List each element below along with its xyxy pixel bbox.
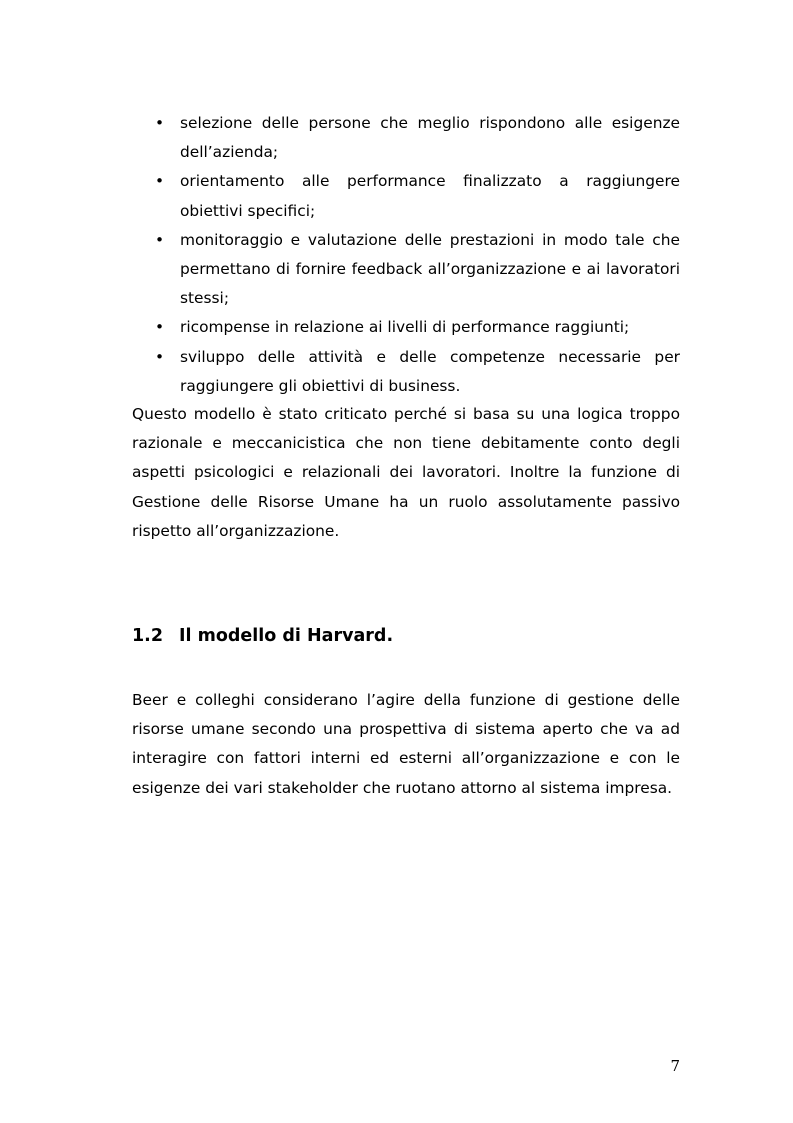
bullet-item-4	[155, 313, 680, 342]
bullet-text: monitoraggio e valutazione delle prestazioni in modo tale che permettano di fornire feedback all’organizzazione e ai lavoratori stessi;	[180, 230, 680, 308]
bullet-item-1	[155, 109, 680, 167]
page-number: 7	[670, 1057, 680, 1075]
bullet-text: selezione delle persone che meglio rispondono alle esigenze dell’azienda;	[180, 114, 680, 162]
bullet-text: sviluppo delle attività e delle competenze necessarie per raggiungere gli obiettivi di business.	[180, 347, 680, 395]
body-paragraph-harvard: Beer e colleghi considerano l’agire della funzione di gestione delle risorse umane secondo una prospettiva di sistema aperto che va ad interagire con fattori interni ed esterni all’organizzazione e con le esigenze dei vari stakeholder che ruotano attorno al sistema impresa.	[132, 691, 680, 797]
bullet-icon: •	[155, 114, 165, 132]
bullet-icon: •	[155, 318, 165, 337]
bullet-item-5	[155, 343, 680, 401]
section-title: Il modello di Harvard.	[179, 626, 394, 646]
bullet-item-3	[155, 226, 680, 314]
bullet-icon: •	[155, 230, 165, 249]
bullet-item-2	[155, 167, 680, 225]
bullet-text: ricompense in relazione ai livelli di performance raggiunti;	[180, 318, 630, 337]
bullet-icon: •	[155, 347, 165, 366]
section-number: 1.2	[132, 626, 164, 646]
section-heading	[132, 622, 680, 650]
bullet-icon: •	[155, 172, 165, 191]
body-paragraph-critique: Questo modello è stato criticato perché si basa su una logica troppo razionale e meccanicistica che non tiene debitamente conto degli aspetti psicologici e relazionali dei lavoratori. Inoltre la funzione di Gestione delle Risorse Umane ha un ruolo assolutamente passivo rispetto all’organizzazione.	[132, 405, 680, 540]
bullet-list	[0, 109, 793, 401]
bullet-text: orientamento alle performance finalizzato a raggiungere obiettivi specifici;	[180, 172, 680, 220]
